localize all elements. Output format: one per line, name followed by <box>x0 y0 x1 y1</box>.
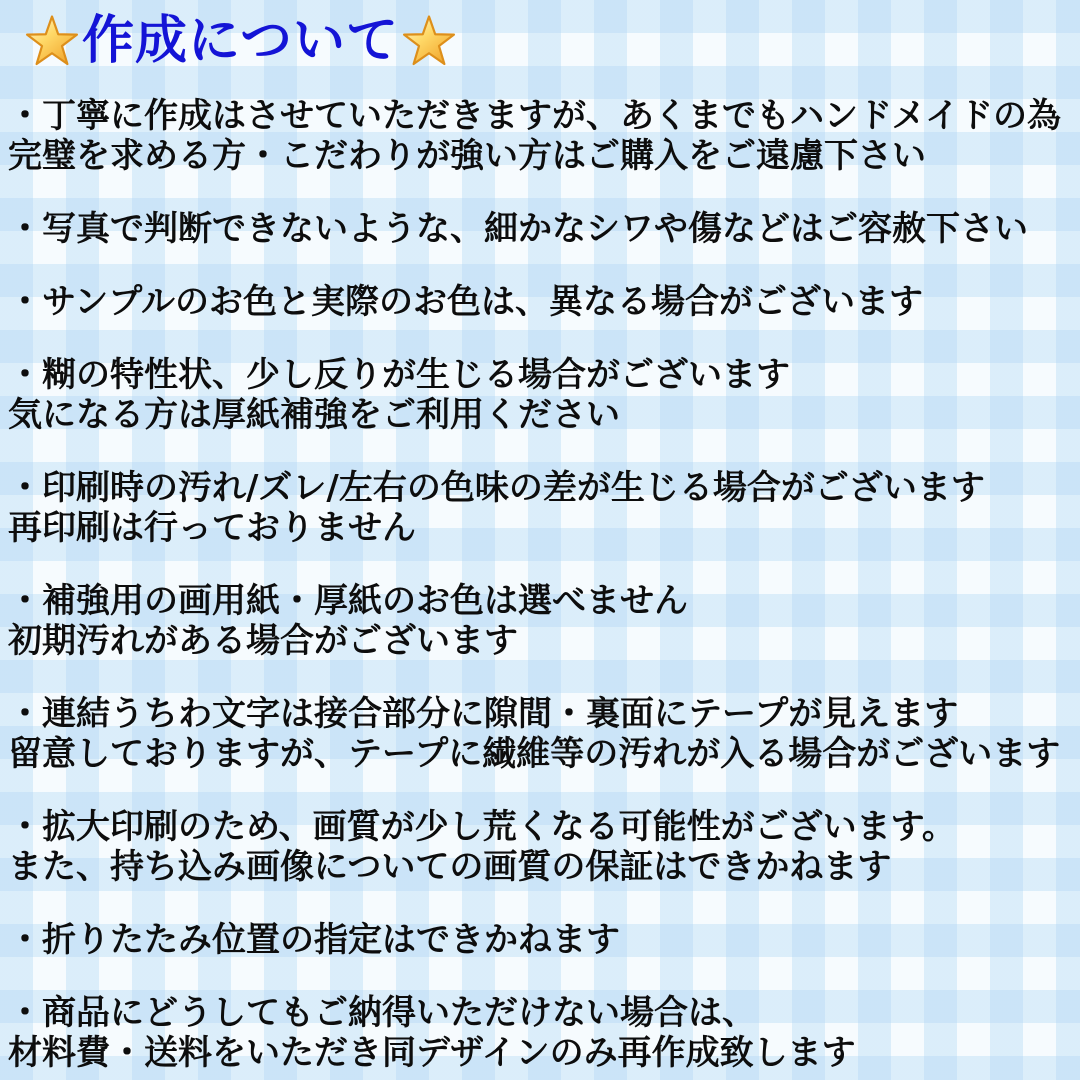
notice-line: 完璧を求める方・こだわりが強い方はご購入をご遠慮下さい <box>8 136 926 176</box>
notice-line: ・連結うちわ文字は接合部分に隙間・裏面にテープが見えます <box>8 694 959 734</box>
notice-item <box>8 96 1074 176</box>
notice-line: ・拡大印刷のため、画質が少し荒くなる可能性がございます。 <box>8 807 956 847</box>
star-icon <box>24 13 80 69</box>
notice-line: ・商品にどうしてもご納得いただけない場合は、 <box>8 993 756 1033</box>
notice-line: 留意しておりますが、テープに繊維等の汚れが入る場合がございます <box>8 734 1061 774</box>
notice-item <box>8 920 1074 960</box>
notice-line: ・糊の特性状、少し反りが生じる場合がございます <box>8 355 790 395</box>
notice-item <box>8 581 1074 661</box>
notice-item <box>8 468 1074 548</box>
notice-item <box>8 282 1074 322</box>
notice-line: ・折りたたみ位置の指定はできかねます <box>8 920 620 960</box>
notice-line: ・サンプルのお色と実際のお色は、異なる場合がございます <box>8 282 923 322</box>
notice-line: ・印刷時の汚れ/ズレ/左右の色味の差が生じる場合がございます <box>8 468 985 508</box>
page-title <box>24 10 1074 72</box>
notice-item <box>8 993 1074 1073</box>
notice-item <box>8 355 1074 435</box>
notice-item <box>8 209 1074 249</box>
notice-line: 気になる方は厚紙補強をご利用ください <box>8 395 620 435</box>
star-icon <box>401 13 457 69</box>
notice-line: ・丁寧に作成はさせていただきますが、あくまでもハンドメイドの為 <box>8 96 1061 136</box>
notice-line: 初期汚れがある場合がございます <box>8 621 518 661</box>
notice-line: 再印刷は行っておりません <box>8 508 416 548</box>
notice-line: ・補強用の画用紙・厚紙のお色は選べません <box>8 581 688 621</box>
notice-line: また、持ち込み画像についての画質の保証はできかねます <box>8 847 892 887</box>
page-title-text: 作成について <box>82 11 399 71</box>
notice-item <box>8 807 1074 887</box>
notice-line: 材料費・送料をいただき同デザインのみ再作成致します <box>8 1033 856 1073</box>
notice-line: ・写真で判断できないような、細かなシワや傷などはご容赦下さい <box>8 209 1028 249</box>
notice-item <box>8 694 1074 774</box>
